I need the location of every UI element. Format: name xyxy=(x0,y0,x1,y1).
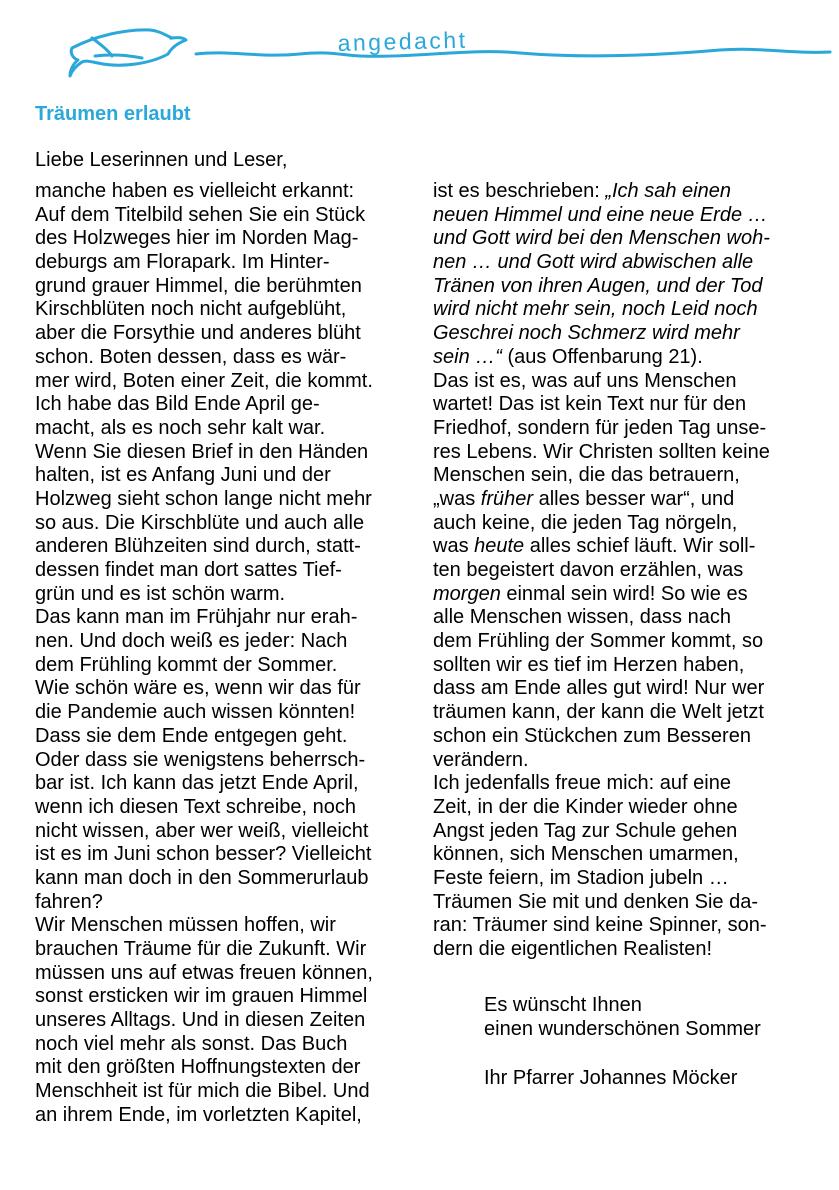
text-line: anderen Blühzeiten sind durch, statt- xyxy=(35,535,361,558)
text-segment: sollten wir es tief im Herzen haben, xyxy=(433,653,745,676)
text-line xyxy=(433,417,813,441)
text-segment: „was xyxy=(433,487,481,510)
closing-line: Es wünscht Ihnen xyxy=(484,994,642,1016)
text-line xyxy=(433,275,813,299)
text-segment: ten begeistert davon erzählen, was xyxy=(433,559,744,581)
text-line xyxy=(433,820,813,844)
text-line: noch viel mehr als sonst. Das Buch xyxy=(35,1032,348,1055)
text-line xyxy=(433,725,813,749)
italic-text: früher xyxy=(480,487,534,510)
text-line: des Holzweges hier im Norden Mag- xyxy=(35,227,359,250)
closing-line: einen wunderschönen Sommer xyxy=(484,1018,761,1040)
text-line xyxy=(433,701,813,725)
text-line xyxy=(433,370,813,394)
right-column xyxy=(433,180,813,962)
text-segment: Feste feiern, im Stadion jubeln … xyxy=(433,866,729,889)
signature: Ihr Pfarrer Johannes Möcker xyxy=(484,1067,738,1089)
text-line: Das kann man im Frühjahr nur erah- xyxy=(35,606,358,629)
text-line: Kirschblüten noch nicht aufgeblüht, xyxy=(35,298,347,321)
text-line: grün und es ist schön warm. xyxy=(35,582,286,605)
text-line xyxy=(433,654,813,678)
text-segment: Friedhof, sondern für jeden Tag unse- xyxy=(433,416,767,439)
text-line xyxy=(433,298,813,322)
text-line xyxy=(433,441,813,465)
text-line: mit den größten Hoffnungstexten der xyxy=(35,1056,361,1079)
section-label: angedacht xyxy=(337,26,468,57)
text-line xyxy=(433,938,813,962)
text-line: dem Frühling kommt der Sommer. xyxy=(35,653,338,676)
page-header xyxy=(0,0,839,95)
text-line: macht, als es noch sehr kalt war. xyxy=(35,416,326,439)
italic-text: Tränen von ihren Augen, und der Tod xyxy=(433,274,763,297)
text-segment: alle Menschen wissen, dass nach xyxy=(433,606,731,629)
text-segment: Menschen sein, die das betrauern, xyxy=(433,464,740,487)
text-segment: verändern. xyxy=(433,748,529,771)
italic-text: neuen Himmel und eine neue Erde … xyxy=(433,203,768,226)
italic-text: nen … und Gott wird abwischen alle xyxy=(433,251,754,274)
text-segment: (aus Offenbarung 21). xyxy=(501,345,703,368)
text-line: Wir Menschen müssen hoffen, wir xyxy=(35,914,336,937)
text-line: fahren? xyxy=(35,890,103,913)
text-segment: auch keine, die jeden Tag nörgeln, xyxy=(433,511,738,534)
text-line: Ich habe das Bild Ende April ge- xyxy=(35,393,320,416)
italic-text: sein …“ xyxy=(433,345,502,368)
text-segment: ran: Träumer sind keine Spinner, son- xyxy=(433,914,767,937)
text-line xyxy=(433,630,813,654)
text-segment: einmal sein wird! So wie es xyxy=(500,582,748,605)
text-segment: Zeit, in der die Kinder wieder ohne xyxy=(433,795,738,818)
text-segment: können, sich Menschen umarmen, xyxy=(433,843,739,866)
text-line: die Pandemie auch wissen könnten! xyxy=(35,701,356,724)
text-line: Auf dem Titelbild sehen Sie ein Stück xyxy=(35,203,366,226)
text-line: aber die Forsythie und anderes blüht xyxy=(35,322,361,345)
text-segment: res Lebens. Wir Christen sollten keine xyxy=(433,440,770,463)
closing xyxy=(484,993,761,1041)
text-line: sonst ersticken wir im grauen Himmel xyxy=(35,985,368,1008)
text-line: nicht wissen, aber wer weiß, vielleicht xyxy=(35,819,369,842)
text-segment: Das ist es, was auf uns Menschen xyxy=(433,369,737,392)
text-segment: schon ein Stückchen zum Besseren xyxy=(433,724,751,747)
text-line xyxy=(433,251,813,275)
text-line xyxy=(433,772,813,796)
text-line: wenn ich diesen Text schreibe, noch xyxy=(35,795,356,818)
text-line xyxy=(433,843,813,867)
italic-text: wird nicht mehr sein, noch Leid noch xyxy=(433,298,758,321)
text-line: bar ist. Ich kann das jetzt Ende April, xyxy=(35,772,359,795)
italic-text: Geschrei noch Schmerz wird mehr xyxy=(433,322,740,345)
text-line xyxy=(433,796,813,820)
text-line xyxy=(433,227,813,251)
text-line: nen. Und doch weiß es jeder: Nach xyxy=(35,630,348,653)
text-segment: Angst jeden Tag zur Schule gehen xyxy=(433,819,738,842)
text-line: deburgs am Florapark. Im Hinter- xyxy=(35,251,330,274)
left-column xyxy=(35,180,405,1128)
text-line xyxy=(433,891,813,915)
text-line: Oder dass sie wenigstens beherrsch- xyxy=(35,748,366,771)
text-line: mer wird, Boten einer Zeit, die kommt. xyxy=(35,369,373,392)
text-line: Menschheit ist für mich die Bibel. Und xyxy=(35,1080,370,1103)
text-segment: was xyxy=(433,535,475,558)
article-title: Träumen erlaubt xyxy=(35,103,191,125)
text-segment: dern die eigentlichen Realisten! xyxy=(433,938,713,960)
text-line xyxy=(433,606,813,630)
text-line: ist es im Juni schon besser? Vielleicht xyxy=(35,843,372,866)
text-line xyxy=(433,346,813,370)
text-line xyxy=(433,322,813,346)
text-line xyxy=(433,464,813,488)
text-line xyxy=(433,488,813,512)
text-line xyxy=(433,535,813,559)
text-line xyxy=(433,180,813,204)
text-line: halten, ist es Anfang Juni und der xyxy=(35,464,331,487)
text-line: an ihrem Ende, im vorletzten Kapitel, xyxy=(35,1103,362,1126)
text-line xyxy=(433,512,813,536)
italic-text: „Ich sah einen xyxy=(605,180,731,202)
text-line xyxy=(433,914,813,938)
text-line: brauchen Träume für die Zukunft. Wir xyxy=(35,938,367,960)
text-line: grund grauer Himmel, die berühmten xyxy=(35,274,362,297)
italic-text: heute xyxy=(474,535,525,558)
text-segment: ist es beschrieben: xyxy=(433,180,606,202)
text-line xyxy=(433,204,813,228)
text-line: Dass sie dem Ende entgegen geht. xyxy=(35,724,348,747)
text-segment: Ich jedenfalls freue mich: auf eine xyxy=(433,772,731,795)
text-line xyxy=(433,677,813,701)
text-line: unseres Alltags. Und in diesen Zeiten xyxy=(35,1009,366,1032)
text-line: kann man doch in den Sommerurlaub xyxy=(35,866,369,889)
text-line: manche haben es vielleicht erkannt: xyxy=(35,180,355,202)
text-segment: träumen kann, der kann die Welt jetzt xyxy=(433,701,764,724)
text-line: schon. Boten dessen, dass es wär- xyxy=(35,345,347,368)
text-line xyxy=(433,749,813,773)
text-line: müssen uns auf etwas freuen können, xyxy=(35,961,373,984)
italic-text: morgen xyxy=(433,582,501,605)
text-segment: alles besser war“, und xyxy=(533,487,735,510)
text-segment: wartet! Das ist kein Text nur für den xyxy=(433,393,747,416)
text-line: so aus. Die Kirschblüte und auch alle xyxy=(35,511,365,534)
text-segment: alles schief läuft. Wir soll- xyxy=(524,535,756,558)
text-line: Wie schön wäre es, wenn wir das für xyxy=(35,677,361,700)
text-line xyxy=(433,867,813,891)
text-segment: dem Frühling der Sommer kommt, so xyxy=(433,630,764,653)
text-line xyxy=(433,559,813,583)
text-line: Wenn Sie diesen Brief in den Händen xyxy=(35,440,369,463)
text-segment: Träumen Sie mit und denken Sie da- xyxy=(433,890,758,913)
text-line: dessen findet man dort sattes Tief- xyxy=(35,559,342,581)
greeting: Liebe Leserinnen und Leser, xyxy=(35,149,288,171)
italic-text: und Gott wird bei den Menschen woh- xyxy=(433,227,770,250)
text-line: Holzweg sieht schon lange nicht mehr xyxy=(35,487,372,510)
text-line xyxy=(433,393,813,417)
text-segment: dass am Ende alles gut wird! Nur wer xyxy=(433,677,765,700)
text-line xyxy=(433,583,813,607)
